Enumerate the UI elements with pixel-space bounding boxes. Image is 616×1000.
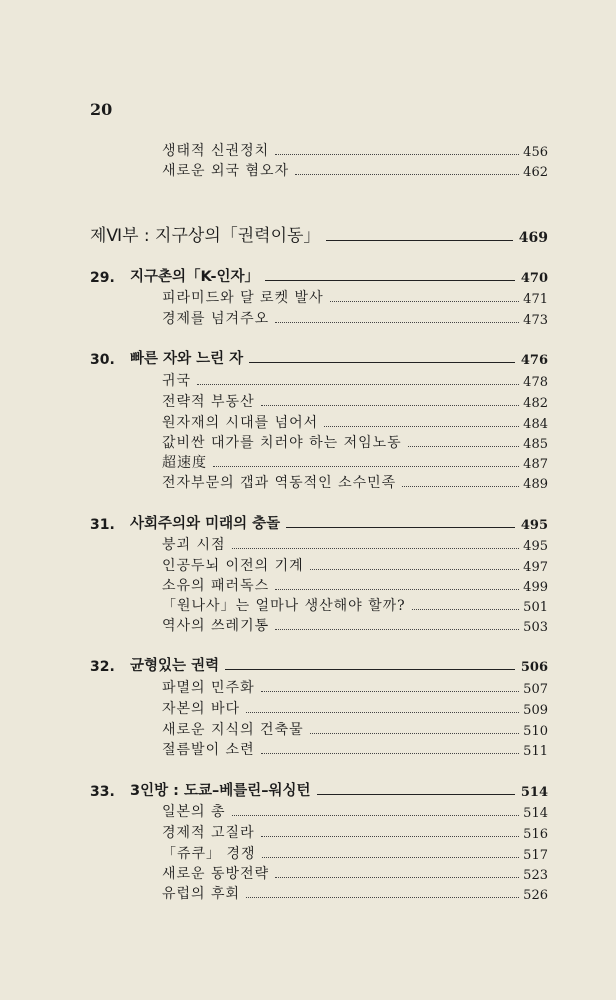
dot-leader — [330, 301, 520, 302]
toc-section-entry — [162, 801, 548, 821]
dot-leader — [275, 877, 519, 878]
dot-leader — [262, 857, 520, 858]
section-page: 471 — [523, 292, 548, 307]
chapter-number: 31. — [90, 517, 115, 533]
toc-chapter-entry — [90, 780, 548, 800]
dot-leader — [408, 446, 520, 447]
section-title: 피라미드와 달 로켓 발사 — [162, 290, 324, 306]
toc-section-entry — [162, 534, 548, 554]
section-title: 새로운 지식의 건축물 — [162, 722, 304, 738]
section-page: 501 — [523, 600, 548, 615]
chapter-number: 32. — [90, 659, 115, 675]
chapter-page: 476 — [520, 353, 548, 368]
dot-leader — [412, 609, 520, 610]
chapter-number: 30. — [90, 352, 115, 368]
toc-section-entry — [162, 391, 548, 411]
toc-section-entry — [162, 140, 548, 160]
toc-chapter-entry — [90, 655, 548, 675]
toc-section-entry — [162, 677, 548, 697]
section-page: 497 — [523, 560, 548, 575]
toc-section-entry — [162, 863, 548, 883]
toc-section-entry — [162, 412, 548, 432]
toc-section-entry — [162, 452, 548, 472]
dot-leader — [402, 486, 519, 487]
toc-section-entry — [162, 883, 548, 903]
dot-leader — [246, 897, 519, 898]
dot-leader — [275, 154, 519, 155]
section-title: 원자재의 시대를 넘어서 — [162, 415, 319, 431]
section-title: 붕괴 시점 — [162, 537, 226, 553]
chapter-rule-line — [265, 280, 515, 281]
toc-section-entry — [162, 370, 548, 390]
section-title: 새로운 동방전략 — [162, 866, 270, 882]
section-page: 526 — [523, 888, 548, 903]
section-page: 487 — [523, 457, 548, 472]
section-page: 514 — [523, 806, 548, 821]
toc-section-entry — [162, 739, 548, 759]
section-title: 새로운 외국 혐오자 — [162, 163, 290, 179]
chapter-rule-line — [249, 362, 515, 363]
chapter-page: 495 — [520, 518, 548, 533]
toc-section-entry — [162, 472, 548, 492]
section-page: 462 — [523, 165, 548, 180]
dot-leader — [261, 753, 520, 754]
toc-section-entry — [162, 615, 548, 635]
page-number: 20 — [90, 100, 113, 119]
section-page: 517 — [523, 848, 548, 863]
section-page: 511 — [523, 744, 548, 759]
section-title: 값비싼 대가를 치러야 하는 저임노동 — [162, 435, 402, 451]
dot-leader — [246, 712, 519, 713]
section-title: 전자부문의 갭과 역동적인 소수민족 — [162, 475, 397, 491]
chapter-page: 470 — [520, 271, 548, 286]
section-page: 509 — [523, 703, 548, 718]
section-title: 자본의 바다 — [162, 701, 241, 717]
toc-part-entry — [90, 224, 548, 246]
toc-section-entry — [162, 287, 548, 307]
section-title: 인공두뇌 이전의 기계 — [162, 558, 304, 574]
part-page: 469 — [518, 230, 548, 246]
toc-section-entry — [162, 555, 548, 575]
chapter-title: 빠른 자와 느린 자 — [130, 351, 244, 367]
dot-leader — [310, 733, 520, 734]
chapter-number: 33. — [90, 784, 115, 800]
toc-section-entry — [162, 308, 548, 328]
dot-leader — [324, 426, 519, 427]
chapter-title: 사회주의와 미래의 충돌 — [130, 516, 281, 532]
section-title: 전략적 부동산 — [162, 394, 255, 410]
toc-section-entry — [162, 595, 548, 615]
section-title: 「쥬쿠」 경쟁 — [162, 846, 256, 862]
chapter-title: 3인방 : 도쿄–베를린–워싱턴 — [130, 783, 311, 799]
section-title: 역사의 쓰레기통 — [162, 618, 270, 634]
toc-section-entry — [162, 719, 548, 739]
dot-leader — [261, 691, 520, 692]
part-rule-line — [326, 240, 512, 241]
section-title: 귀국 — [162, 373, 192, 389]
section-title: 일본의 총 — [162, 804, 226, 820]
dot-leader — [310, 569, 520, 570]
toc-section-entry — [162, 843, 548, 863]
part-title: 제Ⅵ부 : 지구상의「권력이동」 — [90, 226, 321, 246]
toc-section-entry — [162, 575, 548, 595]
chapter-title: 균형있는 권력 — [130, 658, 220, 674]
toc-chapter-entry — [90, 266, 548, 286]
dot-leader — [295, 174, 519, 175]
toc-section-entry — [162, 160, 548, 180]
section-page: 495 — [523, 539, 548, 554]
section-title: 생태적 신권정치 — [162, 143, 270, 159]
section-page: 510 — [523, 724, 548, 739]
section-page: 507 — [523, 682, 548, 697]
toc-section-entry — [162, 822, 548, 842]
section-page: 523 — [523, 868, 548, 883]
toc-chapter-entry — [90, 513, 548, 533]
section-page: 484 — [523, 417, 548, 432]
section-title: 경제를 넘겨주오 — [162, 311, 270, 327]
dot-leader — [232, 815, 520, 816]
section-page: 473 — [523, 313, 548, 328]
toc-section-entry — [162, 432, 548, 452]
section-title: 절름발이 소련 — [162, 742, 255, 758]
dot-leader — [213, 466, 519, 467]
section-page: 478 — [523, 375, 548, 390]
section-page: 485 — [523, 437, 548, 452]
section-title: 파멸의 민주화 — [162, 680, 255, 696]
section-title: 경제적 고질라 — [162, 825, 255, 841]
section-page: 456 — [523, 145, 548, 160]
section-title: 소유의 패러독스 — [162, 578, 270, 594]
dot-leader — [275, 322, 519, 323]
dot-leader — [261, 836, 520, 837]
chapter-rule-line — [225, 669, 515, 670]
section-page: 503 — [523, 620, 548, 635]
section-title: 유럽의 후회 — [162, 886, 241, 902]
section-page: 489 — [523, 477, 548, 492]
toc-section-entry — [162, 698, 548, 718]
chapter-page: 506 — [520, 660, 548, 675]
chapter-rule-line — [286, 527, 515, 528]
section-page: 499 — [523, 580, 548, 595]
section-page: 482 — [523, 396, 548, 411]
section-title: 超速度 — [162, 455, 207, 471]
dot-leader — [275, 629, 519, 630]
chapter-number: 29. — [90, 270, 115, 286]
dot-leader — [197, 384, 519, 385]
chapter-page: 514 — [520, 785, 548, 800]
section-title: 「원나사」는 얼마나 생산해야 할까? — [162, 598, 406, 614]
dot-leader — [275, 589, 519, 590]
toc-chapter-entry — [90, 348, 548, 368]
chapter-title: 지구촌의「K-인자」 — [130, 269, 260, 285]
dot-leader — [261, 405, 520, 406]
section-page: 516 — [523, 827, 548, 842]
dot-leader — [232, 548, 520, 549]
chapter-rule-line — [317, 794, 515, 795]
